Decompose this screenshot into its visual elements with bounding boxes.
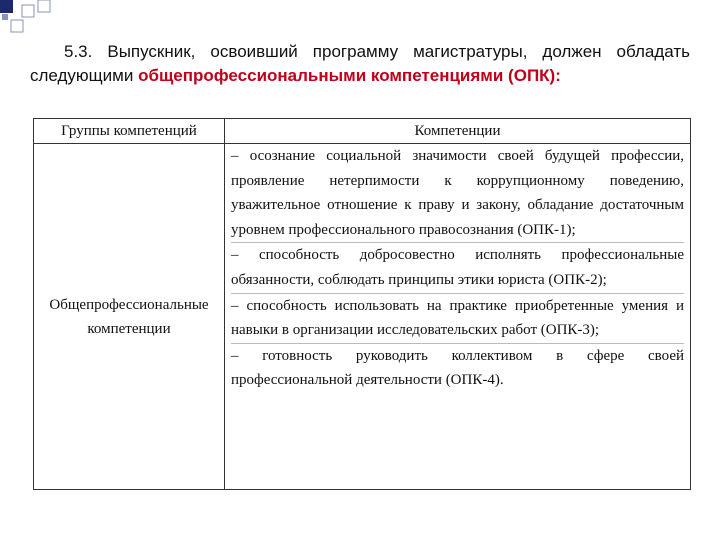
- table-row: [34, 144, 691, 490]
- decorative-squares: [0, 0, 720, 40]
- competency-opk-1: – осознание социальной значимости своей будущей профессии, проявление нетерпимости к коррупционному поведению, уважительное отношение к праву и закону, обладание достаточным уровнем профессионального правосознания (ОПК-1);: [231, 144, 684, 243]
- column-header-groups: Группы компетенций: [34, 119, 225, 144]
- competencies-cell: [225, 144, 691, 490]
- section-heading: [30, 40, 690, 88]
- heading-text: 5.3. Выпускник, освоивший программу магистратуры, должен обладать следующими: [30, 42, 690, 85]
- competency-opk-3: – способность использовать на практике приобретенные умения и навыки в организации исследовательских работ (ОПК-3);: [231, 294, 684, 344]
- table-header-row: [34, 119, 691, 144]
- group-name-cell: Общепрофессиональные компетенции: [34, 144, 225, 490]
- competencies-table: [33, 118, 691, 490]
- competency-opk-2: – способность добросовестно исполнять профессиональные обязанности, соблюдать принципы этики юриста (ОПК-2);: [231, 243, 684, 293]
- column-header-competencies: Компетенции: [225, 119, 691, 144]
- heading-accent: общепрофессиональными компетенциями (ОПК):: [138, 66, 561, 85]
- competency-opk-4: – готовность руководить коллективом в сфере своей профессиональной деятельности (ОПК-4).: [231, 347, 684, 389]
